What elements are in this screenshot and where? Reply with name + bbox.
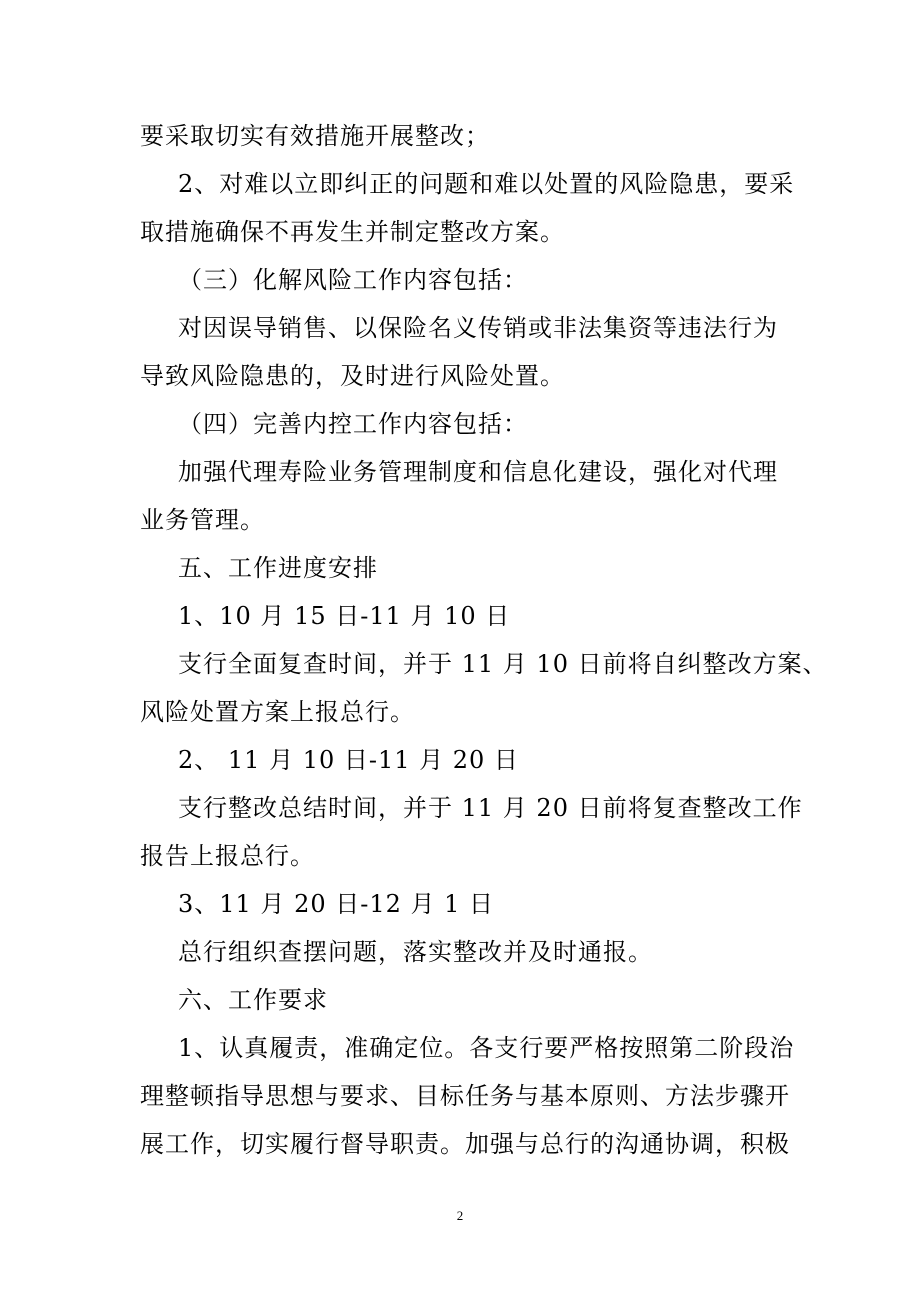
text-line-22: 展工作，切实履行督导职责。加强与总行的沟通协调，积极 (140, 1130, 790, 1158)
section-heading-5: 五、工作进度安排 (178, 554, 378, 582)
document-body (140, 112, 828, 1168)
text-line-15: 支行整改总结时间，并于 11 月 20 日前将复查整改工作 (178, 794, 803, 822)
section-heading-6: 六、工作要求 (178, 986, 328, 1014)
schedule-item-2: 2、 11 月 10 日-11 月 20 日 (178, 746, 519, 774)
text-line-5: 对因误导销售、以保险名义传销或非法集资等违法行为 (178, 314, 778, 342)
page-number: 2 (456, 1208, 464, 1223)
text-line-2: 2、对难以立即纠正的问题和难以处置的风险隐患，要采 (178, 170, 795, 198)
text-line-16: 报告上报总行。 (140, 842, 315, 870)
text-line-21: 理整顿指导思想与要求、目标任务与基本原则、方法步骤开 (140, 1082, 790, 1110)
text-line-12: 支行全面复查时间，并于 11 月 10 日前将自纠整改方案、 (178, 650, 828, 678)
text-line-18: 总行组织查摆问题，落实整改并及时通报。 (178, 938, 653, 966)
schedule-item-3: 3、11 月 20 日-12 月 1 日 (178, 890, 495, 918)
text-line-8: 加强代理寿险业务管理制度和信息化建设，强化对代理 (178, 458, 778, 486)
text-line-13: 风险处置方案上报总行。 (140, 698, 415, 726)
text-line-6: 导致风险隐患的，及时进行风险处置。 (140, 362, 565, 390)
text-line-20: 1、认真履责，准确定位。各支行要严格按照第二阶段治 (178, 1034, 795, 1062)
text-line-3: 取措施确保不再发生并制定整改方案。 (140, 218, 565, 246)
section-heading-3: （三）化解风险工作内容包括： (178, 266, 528, 294)
text-line-9: 业务管理。 (140, 506, 265, 534)
section-heading-4: （四）完善内控工作内容包括： (178, 410, 528, 438)
schedule-item-1: 1、10 月 15 日-11 月 10 日 (178, 602, 511, 630)
text-line-1: 要采取切实有效措施开展整改； (140, 122, 490, 150)
